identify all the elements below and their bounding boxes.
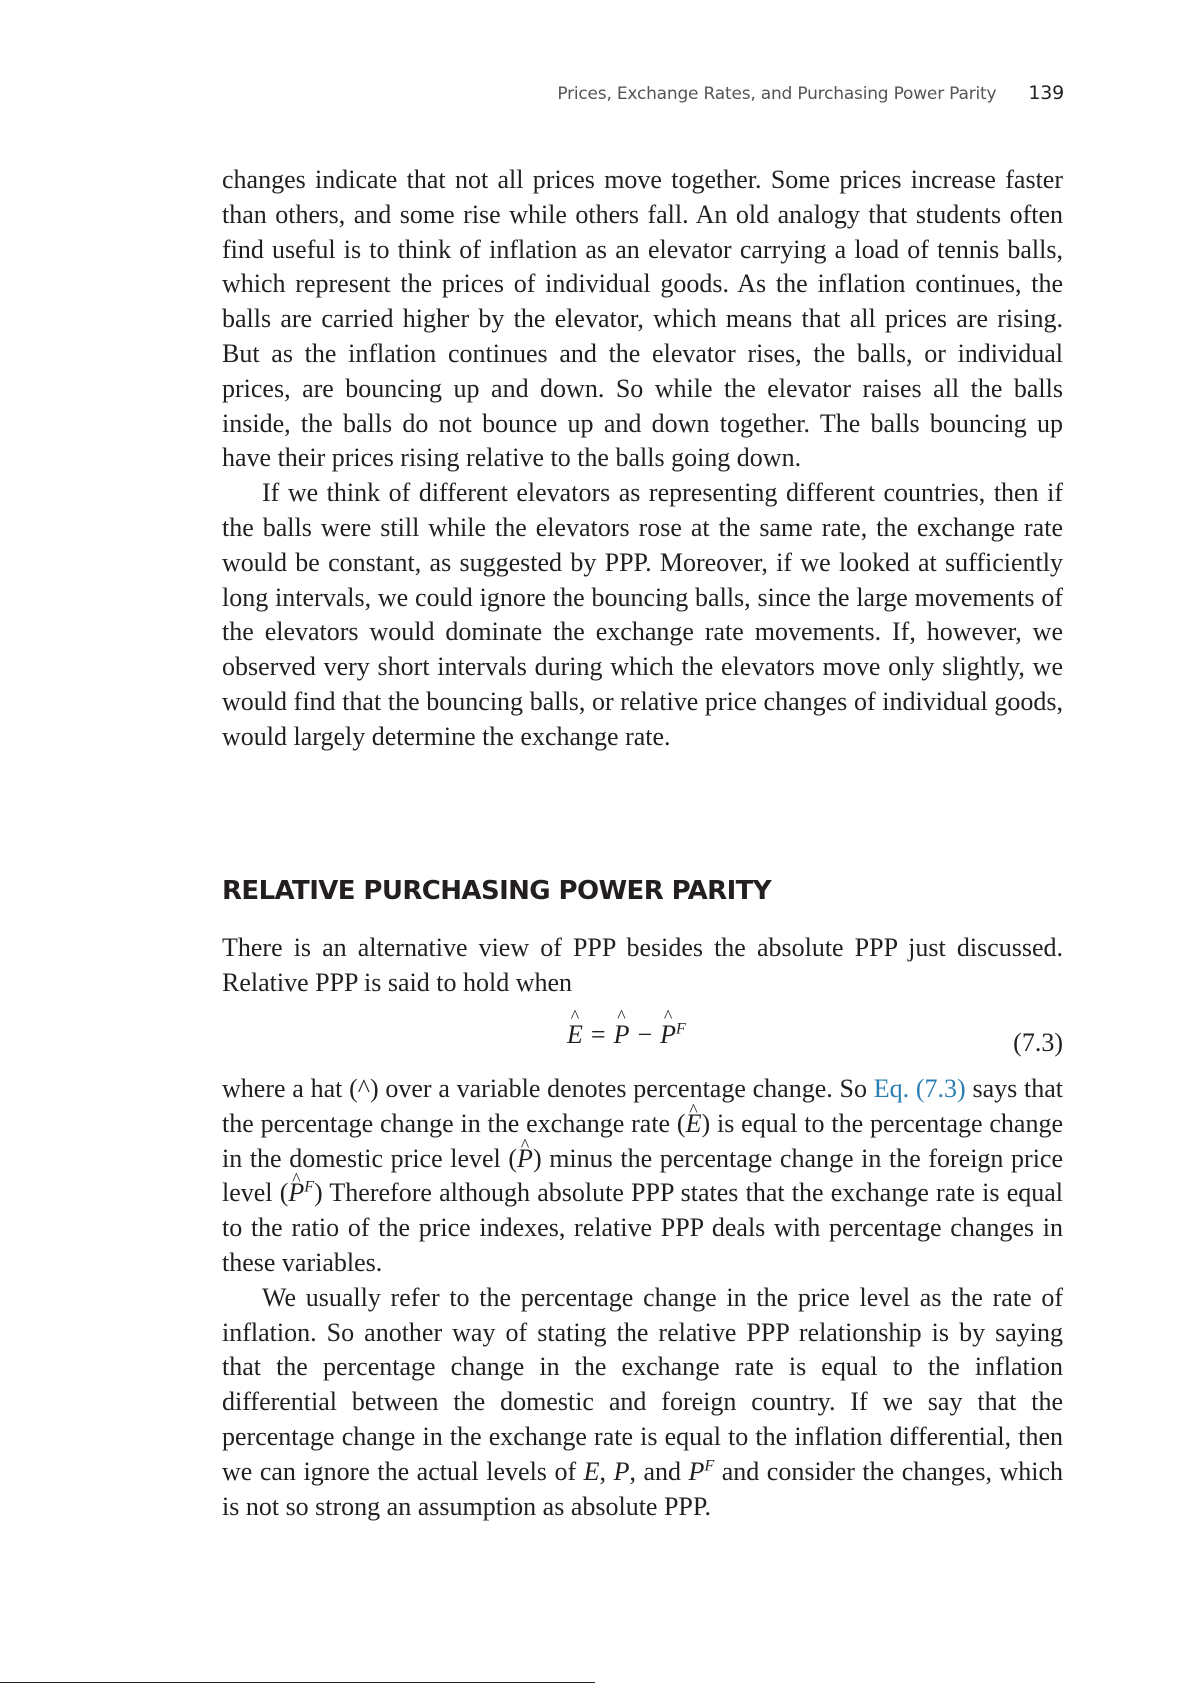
text-run: ) minus the percentage change in the foreign price level ( bbox=[222, 1143, 1064, 1208]
text-run: We usually refer to the percentage change in the price level as the rate of inflation. So another way of stating the relative PPP relationship is by saying that the percentage change in the exchange rate is equal to the inflation differential between the domestic and foreign country. If we say that the percentage change in the exchange rate is equal to the inflation differential, then we can ignore the actual levels of bbox=[222, 1282, 1063, 1486]
paragraph bbox=[222, 1281, 1063, 1525]
text-run: where a hat (^) over a variable denotes percentage change. So bbox=[222, 1074, 874, 1103]
var-pf-superscript: F bbox=[304, 1178, 315, 1196]
page-number: 139 bbox=[1028, 82, 1064, 104]
eq-lhs: ^ E bbox=[567, 1020, 583, 1050]
paragraph bbox=[222, 1072, 1063, 1281]
equation-link[interactable]: Eq. (7.3) bbox=[873, 1074, 966, 1103]
body-text-top bbox=[222, 163, 1063, 755]
section-heading: RELATIVE PURCHASING POWER PARITY bbox=[222, 876, 772, 906]
running-title: Prices, Exchange Rates, and Purchasing Power Parity bbox=[557, 84, 997, 104]
equation-number: (7.3) bbox=[1013, 1028, 1063, 1057]
paragraph: If we think of different elevators as representing different countries, then if the balls were still while the elevators rose at the same rate, the exchange rate would be constant, as suggested by PPP. Moreover, if we looked at sufficiently long intervals, we could ignore the bouncing balls, since the large movements of the elevators would dominate the exchange rate movements. If, however, we observed very short intervals during which the elevators move only slightly, we would find that the bouncing balls, or relative price changes of individual goods, would largely determine the exchange rate. bbox=[222, 478, 1063, 751]
text-run: , and bbox=[629, 1456, 689, 1486]
body-text-bottom bbox=[222, 1072, 1063, 1524]
var-pf-hat: ^ P bbox=[288, 1176, 304, 1211]
eq-term2: ^ P bbox=[660, 1020, 676, 1050]
eq-term1: ^ P bbox=[614, 1020, 630, 1050]
text-run: and consider the changes, which is not so strong an assumption as absolute PPP. bbox=[222, 1456, 1064, 1521]
var-e-hat: ^ E bbox=[686, 1107, 702, 1142]
text-run: says that the percentage change in the exchange rate ( bbox=[222, 1074, 1064, 1138]
text-run: ) is equal to the percentage change in the domestic price level ( bbox=[222, 1108, 1063, 1173]
equation-body bbox=[567, 1020, 686, 1050]
running-head bbox=[557, 82, 1064, 104]
paragraph: There is an alternative view of PPP besides the absolute PPP just discussed. Relative PPP is said to hold when bbox=[222, 933, 1063, 997]
equation-7-3 bbox=[222, 1020, 1063, 1060]
var-e: E bbox=[583, 1456, 600, 1486]
eq-minus: − bbox=[637, 1020, 653, 1049]
var-p-hat: ^ P bbox=[517, 1142, 533, 1177]
eq-superscript: F bbox=[676, 1020, 686, 1038]
paragraph: changes indicate that not all prices move together. Some prices increase faster than others, and some rise while others fall. An old analogy that students often find useful is to think of inflation as an elevator carrying a load of tennis balls, which represent the prices of individual goods. As the inflation continues, the balls are carried higher by the elevator, which means that all prices are rising. But as the inflation continues and the elevator rises, the balls, or individual prices, are bouncing up and down. So while the elevator raises all the balls inside, the balls do not bounce up and down together. The balls bouncing up have their prices rising relative to the balls going down. bbox=[222, 165, 1063, 473]
var-pf-superscript: F bbox=[704, 1457, 715, 1475]
section-intro bbox=[222, 931, 1063, 1001]
var-pf: P bbox=[688, 1456, 705, 1486]
eq-equals: = bbox=[590, 1020, 606, 1049]
text-run: , bbox=[599, 1456, 614, 1486]
footer-rule bbox=[0, 1682, 595, 1683]
text-run: ) Therefore although absolute PPP states that the exchange rate is equal to the ratio of the price indexes, relative PPP deals with percentage changes in these variables. bbox=[222, 1178, 1064, 1277]
var-p: P bbox=[613, 1456, 630, 1486]
